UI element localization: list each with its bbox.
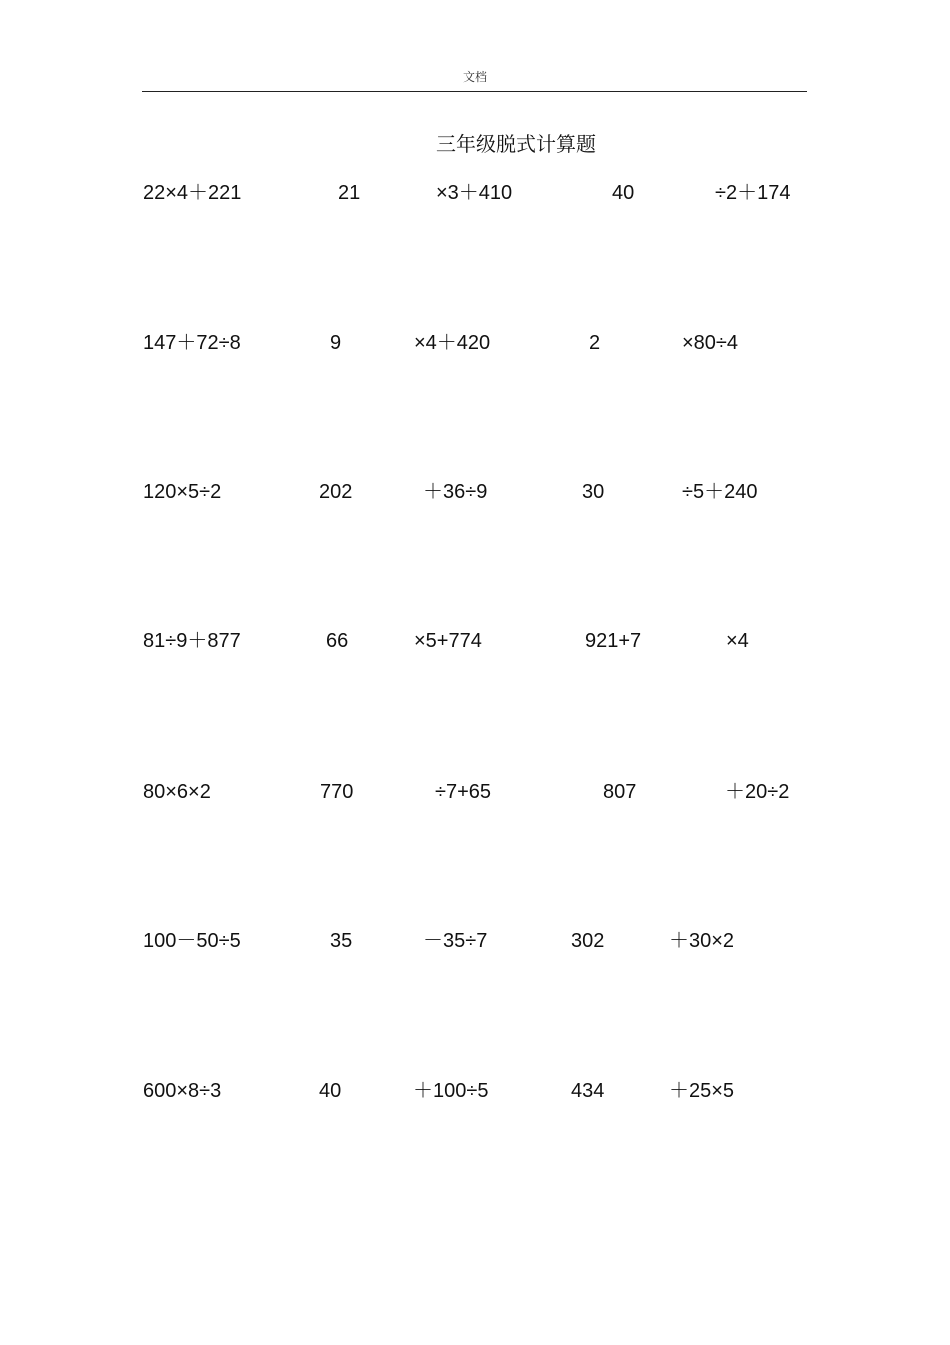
header-divider: [142, 91, 807, 92]
expression-fragment: ×4＋420: [414, 332, 491, 354]
expression-fragment: ×4: [726, 630, 749, 652]
expression-fragment: －35÷7: [423, 930, 488, 952]
expression-fragment: ×3＋410: [436, 182, 513, 204]
expression-fragment: ＋25×5: [669, 1080, 735, 1102]
expression-fragment: 30: [582, 481, 605, 503]
expression-fragment: ＋36÷9: [423, 481, 488, 503]
expression-fragment: ＋100÷5: [413, 1080, 489, 1102]
expression-fragment: 202: [319, 481, 353, 503]
expression-fragment: 147＋72÷8: [143, 332, 241, 354]
expression-fragment: 66: [326, 630, 349, 652]
expression-fragment: 770: [320, 781, 354, 803]
expression-fragment: 600×8÷3: [143, 1080, 222, 1102]
page-header-label: 文档: [462, 70, 487, 84]
expression-fragment: 302: [571, 930, 605, 952]
expression-fragment: 35: [330, 930, 353, 952]
expression-fragment: 40: [612, 182, 635, 204]
expression-fragment: 434: [571, 1080, 605, 1102]
expression-fragment: ＋20÷2: [725, 781, 790, 803]
expression-fragment: ÷7+65: [435, 781, 492, 803]
expression-fragment: 807: [603, 781, 637, 803]
expression-fragment: ×80÷4: [682, 332, 739, 354]
expression-fragment: 81÷9＋877: [143, 630, 241, 652]
expression-fragment: 2: [589, 332, 601, 354]
expression-fragment: 100－50÷5: [143, 930, 241, 952]
expression-fragment: ÷5＋240: [682, 481, 758, 503]
expression-fragment: 21: [338, 182, 361, 204]
expression-fragment: 22×4＋221: [143, 182, 242, 204]
expression-fragment: ×5+774: [414, 630, 482, 652]
expression-fragment: 921+7: [585, 630, 642, 652]
expression-fragment: 40: [319, 1080, 342, 1102]
expression-fragment: 120×5÷2: [143, 481, 222, 503]
expression-fragment: 80×6×2: [143, 781, 211, 803]
expression-fragment: ÷2＋174: [715, 182, 791, 204]
worksheet-title: 三年级脱式计算题: [436, 132, 596, 156]
expression-fragment: ＋30×2: [669, 930, 735, 952]
expression-fragment: 9: [330, 332, 342, 354]
